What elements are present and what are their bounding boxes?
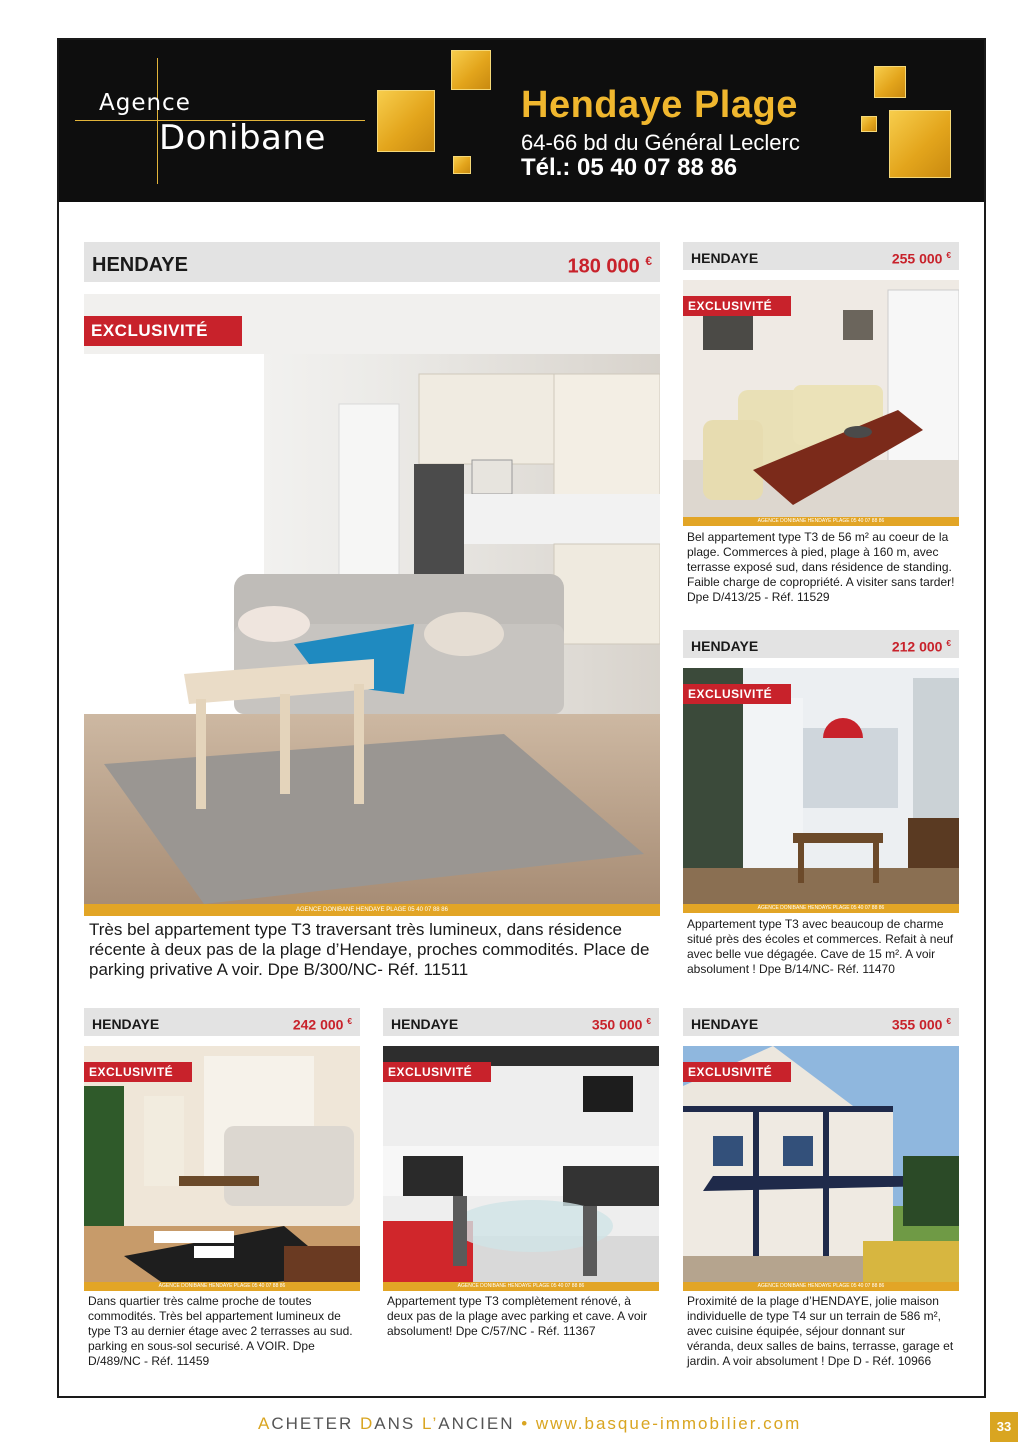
listing-2-description: Bel appartement type T3 de 56 m² au coeur de la plage. Commerces à pied, plage à 160 m, avec terrasse exposé sud, dans résidence de standing. Faible charge de copropriété. A visiter sans tarder! Dpe D/413/25 - Réf. 11529 bbox=[687, 530, 955, 604]
photo-credit: AGENCE DONIBANE HENDAYE PLAGE 05 40 07 88 86 bbox=[683, 904, 959, 913]
listing-4-photo[interactable] bbox=[84, 1046, 360, 1291]
dining-room-photo bbox=[683, 280, 959, 526]
footer-website-link[interactable]: www.basque-immobilier.com bbox=[535, 1414, 802, 1433]
gold-square-decoration bbox=[861, 116, 877, 132]
page-number: 33 bbox=[990, 1412, 1018, 1442]
listing-3-header bbox=[683, 630, 959, 660]
listing-city: HENDAYE bbox=[391, 1016, 459, 1032]
office-title: Hendaye Plage bbox=[521, 84, 798, 126]
gold-square-decoration bbox=[874, 66, 906, 98]
listing-6-photo[interactable] bbox=[683, 1046, 959, 1291]
exclusivity-badge: EXCLUSIVITÉ bbox=[383, 1062, 491, 1082]
listing-1-photo[interactable] bbox=[84, 294, 660, 916]
listing-4-description: Dans quartier très calme proche de toutes commodités. Très bel appartement lumineux de type T3 au dernier étage avec 2 terrasses au sud. parking en sous-sol securisé. A VOIR. Dpe D/489/NC - Réf. 11459 bbox=[88, 1294, 353, 1368]
exclusivity-badge: EXCLUSIVITÉ bbox=[84, 316, 242, 346]
listing-5-header bbox=[383, 1008, 659, 1038]
page-frame bbox=[57, 38, 986, 1398]
kitchen-dining-photo bbox=[683, 668, 959, 913]
listing-price: 212 000 € bbox=[891, 638, 951, 655]
listing-5-photo[interactable] bbox=[383, 1046, 659, 1291]
logo-agence-text: Agence bbox=[99, 90, 191, 116]
living-room-photo bbox=[84, 294, 660, 916]
listing-price: 255 000 € bbox=[891, 250, 951, 267]
house-exterior-photo bbox=[683, 1046, 959, 1291]
office-address: 64-66 bd du Général Leclerc bbox=[521, 130, 800, 155]
footer-bullet: • bbox=[521, 1414, 530, 1433]
listing-6-header bbox=[683, 1008, 959, 1038]
listing-2-photo[interactable] bbox=[683, 280, 959, 526]
footer-tagline: ACHETER DANS L’ANCIEN • www.basque-immobilier.com bbox=[258, 1414, 802, 1433]
listing-city: HENDAYE bbox=[92, 1016, 160, 1032]
listing-city: HENDAYE bbox=[92, 254, 188, 276]
photo-credit: AGENCE DONIBANE HENDAYE PLAGE 05 40 07 88 86 bbox=[683, 1282, 959, 1291]
listing-city: HENDAYE bbox=[691, 250, 759, 266]
gold-square-decoration bbox=[889, 110, 951, 178]
photo-credit: AGENCE DONIBANE HENDAYE PLAGE 05 40 07 88 86 bbox=[84, 1282, 360, 1291]
listing-5-description: Appartement type T3 complètement rénové, à deux pas de la plage avec parking et cave. A voir absolument! Dpe C/57/NC - Réf. 11367 bbox=[387, 1294, 648, 1338]
photo-credit: AGENCE DONIBANE HENDAYE PLAGE 05 40 07 88 86 bbox=[84, 904, 660, 916]
agency-header bbox=[59, 40, 984, 202]
logo-donibane-text: Donibane bbox=[159, 118, 326, 158]
listing-city: HENDAYE bbox=[691, 1016, 759, 1032]
gold-square-decoration bbox=[453, 156, 471, 174]
listing-city: HENDAYE bbox=[691, 638, 759, 654]
photo-credit: AGENCE DONIBANE HENDAYE PLAGE 05 40 07 88 86 bbox=[383, 1282, 659, 1291]
logo-rule-vertical bbox=[157, 58, 158, 184]
listing-1-header bbox=[84, 242, 660, 284]
listing-price: 355 000 € bbox=[891, 1016, 951, 1033]
listing-2-header bbox=[683, 242, 959, 272]
renovated-living-photo bbox=[383, 1046, 659, 1291]
photo-credit: AGENCE DONIBANE HENDAYE PLAGE 05 40 07 88 86 bbox=[683, 517, 959, 526]
listing-price: 350 000 € bbox=[591, 1016, 651, 1033]
listing-price: 180 000 € bbox=[567, 254, 652, 278]
listing-3-description: Appartement type T3 avec beaucoup de charme situé près des écoles et commerces. Refait à neuf avec belle vue dégagée. Cave de 15 m². A voir absolument ! Dpe B/14/NC- Réf. 11470 bbox=[687, 917, 954, 976]
listing-1-description: Très bel appartement type T3 traversant très lumineux, dans résidence récente à deux pas de la plage d’Hendaye, proches commodités. Place de parking privative A voir. Dpe B/300/NC- Réf. 11511 bbox=[89, 920, 650, 979]
gold-square-decoration bbox=[377, 90, 435, 152]
exclusivity-badge: EXCLUSIVITÉ bbox=[683, 684, 791, 704]
lounge-photo bbox=[84, 1046, 360, 1291]
listing-6-description: Proximité de la plage d’HENDAYE, jolie maison individuelle de type T4 sur un terrain de 586 m², avec cuisine équipée, séjour donnant sur véranda, deux salles de bains, terrasse, garage et jardin. A voir absolument ! Dpe D - Réf. 10966 bbox=[687, 1294, 954, 1368]
exclusivity-badge: EXCLUSIVITÉ bbox=[84, 1062, 192, 1082]
listing-3-photo[interactable] bbox=[683, 668, 959, 913]
office-phone: Tél.: 05 40 07 88 86 bbox=[521, 154, 738, 181]
listing-4-header bbox=[84, 1008, 360, 1038]
exclusivity-badge: EXCLUSIVITÉ bbox=[683, 296, 791, 316]
listing-price: 242 000 € bbox=[292, 1016, 352, 1033]
gold-square-decoration bbox=[451, 50, 491, 90]
exclusivity-badge: EXCLUSIVITÉ bbox=[683, 1062, 791, 1082]
